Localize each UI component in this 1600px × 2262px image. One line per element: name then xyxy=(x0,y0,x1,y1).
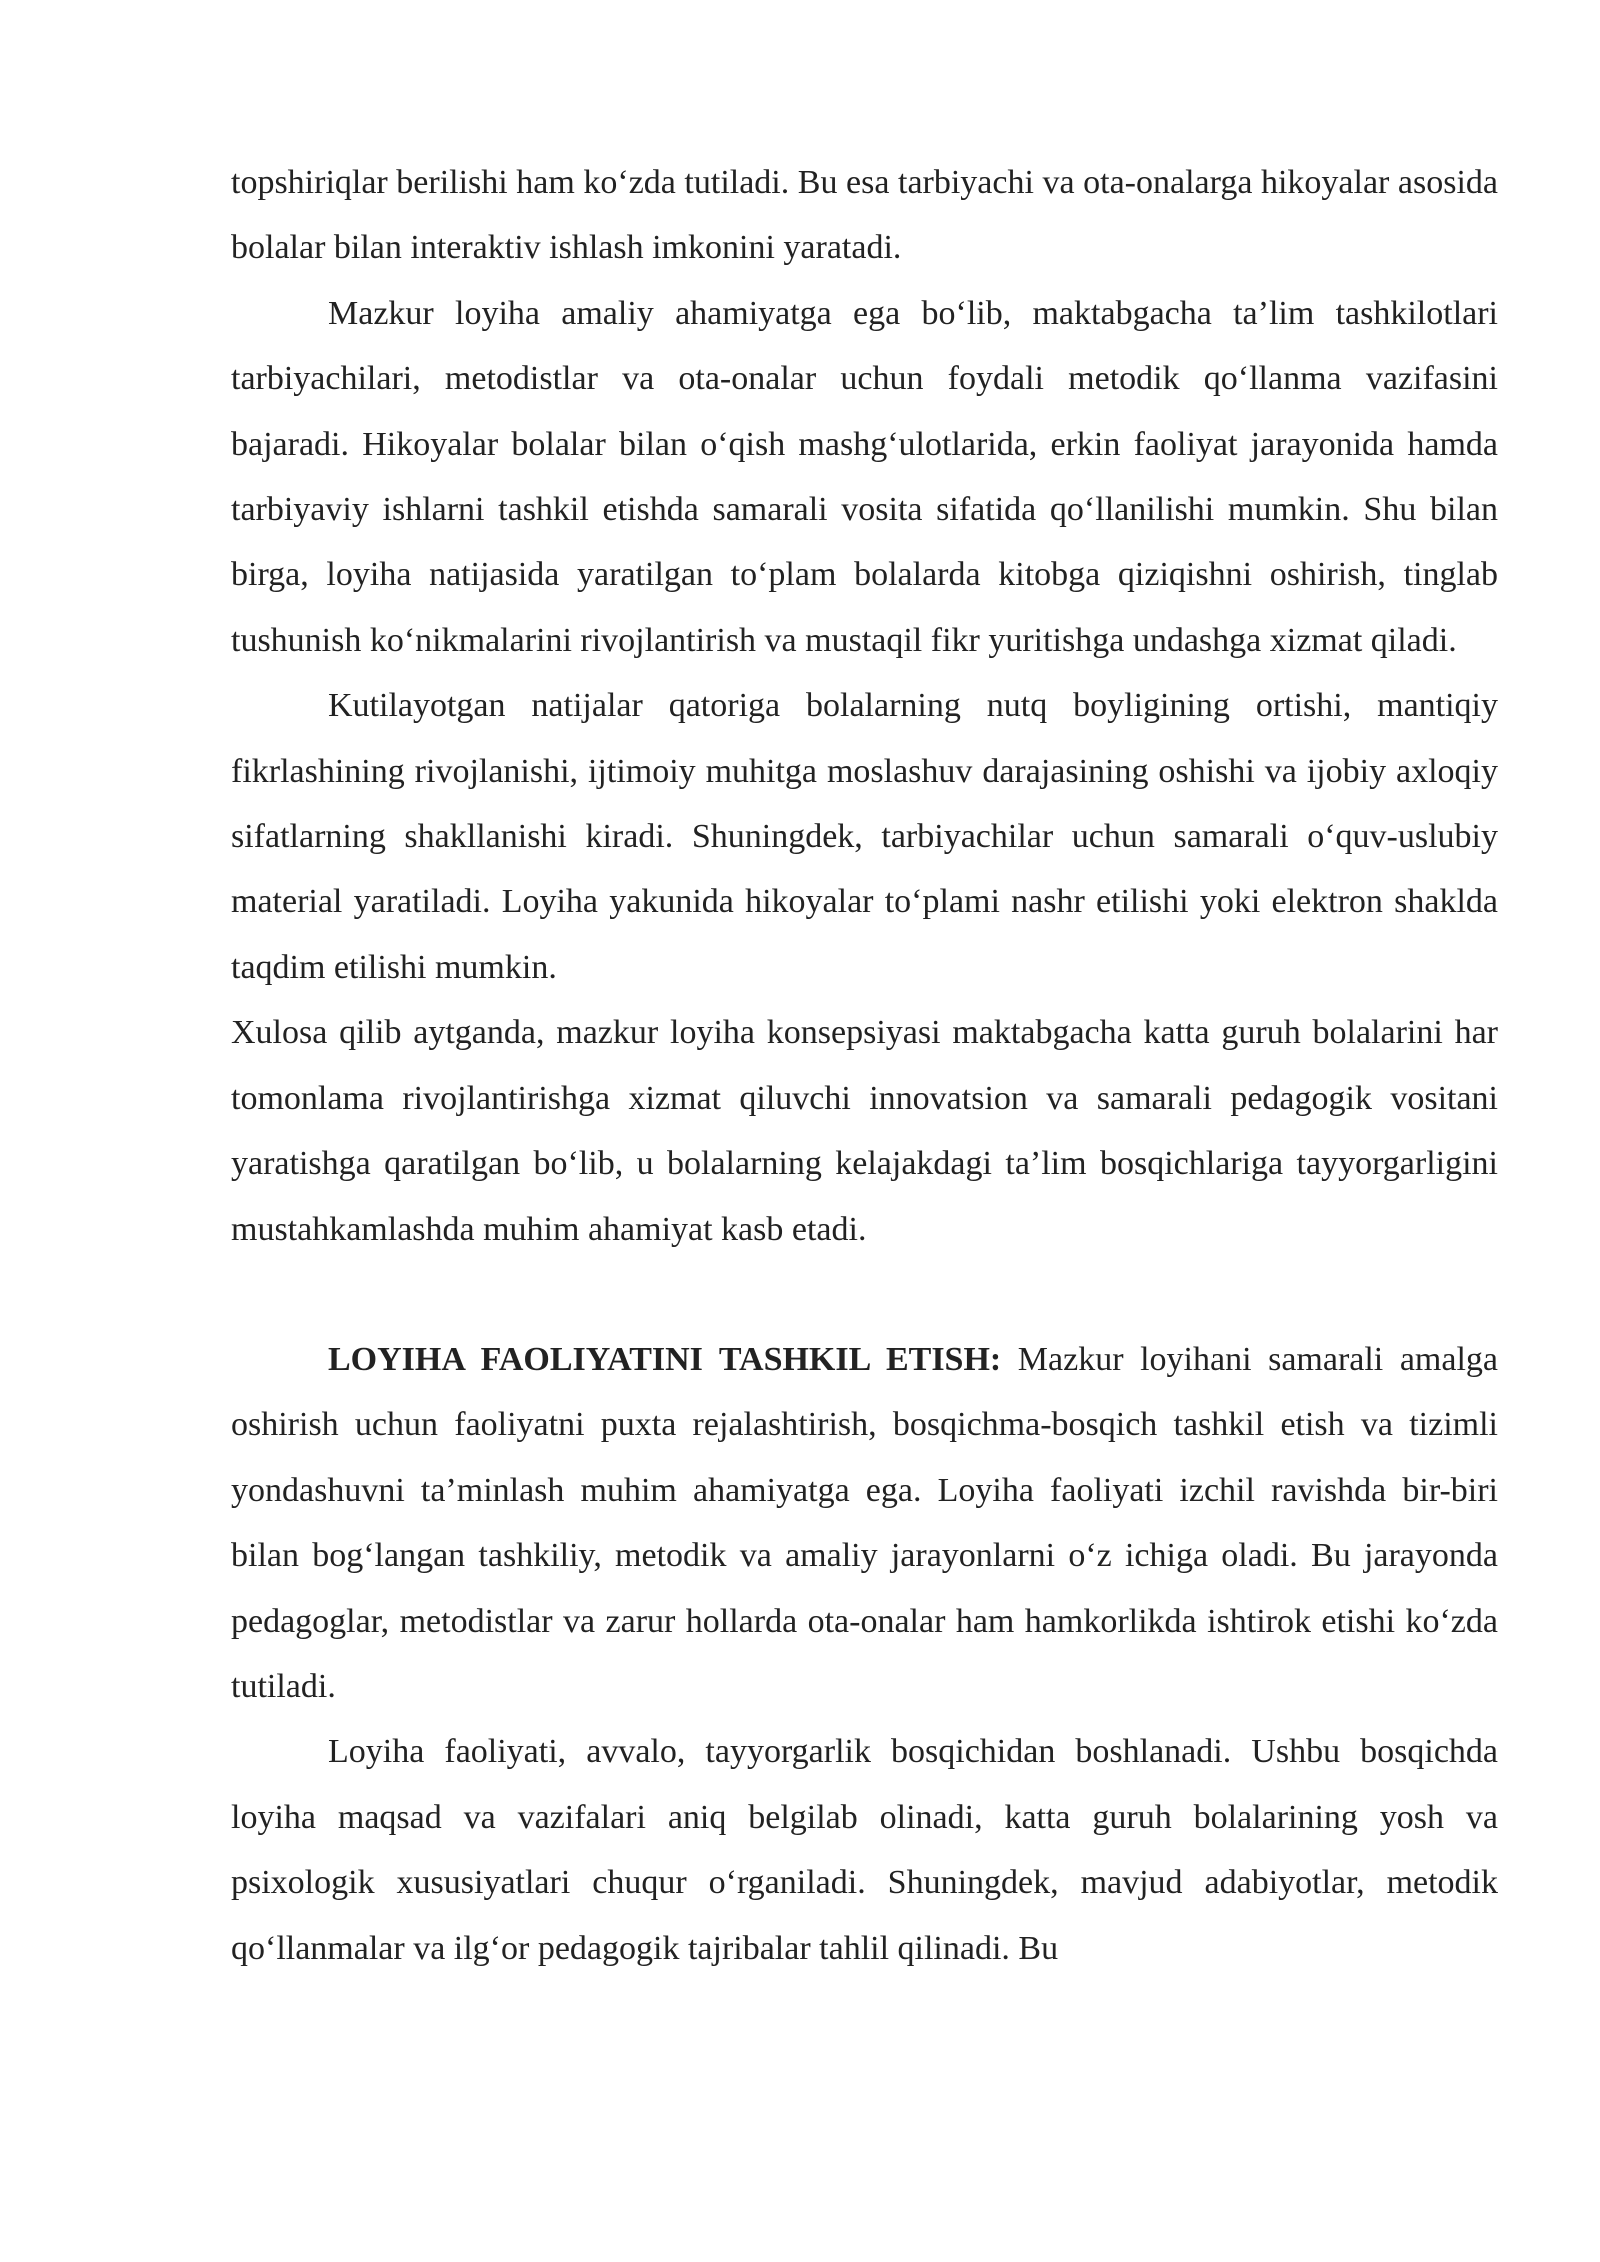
section-heading: LOYIHA FAOLIYATINI TASHKIL ETISH: xyxy=(328,1340,1002,1378)
paragraph-practical-significance: Mazkur loyiha amaliy ahamiyatga ega bo‘lib, maktabgacha ta’lim tashkilotlari tarbiyachilari, metodistlar va ota-onalar uchun foydali metodik qo‘llanma vazifasini bajaradi. Hikoyalar bolalar bilan o‘qish mashg‘ulotlarida, erkin faoliyat jarayonida hamda tarbiyaviy ishlarni tashkil etishda samarali vosita sifatida qo‘llanilishi mumkin. Shu bilan birga, loyiha natijasida yaratilgan to‘plam bolalarda kitobga qiziqishni oshirish, tinglab tushunish ko‘nikmalarini rivojlantirish va mustaqil fikr yuritishga undashga xizmat qiladi. xyxy=(231,294,1498,659)
page-body xyxy=(231,150,1498,1981)
paragraph-expected-results: Kutilayotgan natijalar qatoriga bolalarning nutq boyligining ortishi, mantiqiy fikrlashining rivojlanishi, ijtimoiy muhitga moslashuv darajasining oshishi va ijobiy axloqiy sifatlarning shakllanishi kiradi. Shuningdek, tarbiyachilar uchun samarali o‘quv-uslubiy material yaratiladi. Loyiha yakunida hikoyalar to‘plami nashr etilishi yoki elektron shaklda taqdim etilishi mumkin. xyxy=(231,687,1498,986)
paragraph-intro-continuation: topshiriqlar berilishi ham ko‘zda tutiladi. Bu esa tarbiyachi va ota-onalarga hikoyalar asosida bolalar bilan interaktiv ishlash imkonini yaratadi. xyxy=(231,164,1498,267)
paragraph-spacer xyxy=(231,1262,1498,1327)
paragraph-preparation-stage: Loyiha faoliyati, avvalo, tayyorgarlik bosqichidan boshlanadi. Ushbu bosqichda loyiha maqsad va vazifalari aniq belgilab olinadi, katta guruh bolalarining yosh va psixologik xususiyatlari chuqur o‘rganiladi. Shuningdek, mavjud adabiyotlar, metodik qo‘llanmalar va ilg‘or pedagogik tajribalar tahlil qilinadi. Bu xyxy=(231,1733,1498,1967)
paragraph-organization xyxy=(231,1327,1498,1719)
paragraph-conclusion: Xulosa qilib aytganda, mazkur loyiha konsepsiyasi maktabgacha katta guruh bolalarini har tomonlama rivojlantirishga xizmat qiluvchi innovatsion va samarali pedagogik vositani yaratishga qaratilgan bo‘lib, u bolalarning kelajakdagi ta’lim bosqichlariga tayyorgarligini mustahkamlashda muhim ahamiyat kasb etadi. xyxy=(231,1014,1498,1248)
section-intro-text: Mazkur loyihani samarali amalga oshirish uchun faoliyatni puxta rejalashtirish, bosqichma-bosqich tashkil etish va tizimli yondashuvni ta’minlash muhim ahamiyatga ega. Loyiha faoliyati izchil ravishda bir-biri bilan bog‘langan tashkiliy, metodik va amaliy jarayonlarni o‘z ichiga oladi. Bu jarayonda pedagoglar, metodistlar va zarur hollarda ota-onalar ham hamkorlikda ishtirok etishi ko‘zda tutiladi. xyxy=(231,1340,1498,1705)
